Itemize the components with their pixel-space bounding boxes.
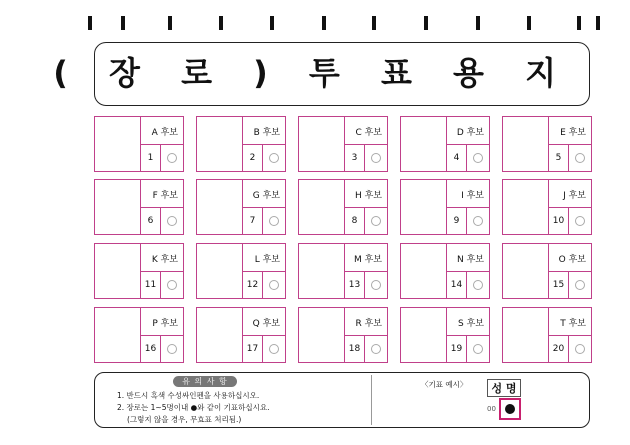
empty-circle-icon [269,344,279,354]
empty-circle-icon [371,216,381,226]
candidate-number: 8 [345,208,365,234]
candidate-card [502,179,592,235]
candidate-photo-box [401,244,447,298]
vote-mark-cell[interactable] [569,145,591,171]
candidate-label: P 후보 [141,308,183,336]
candidate-number: 19 [447,336,467,362]
empty-circle-icon [167,344,177,354]
candidate-card [196,179,286,235]
vote-mark-cell[interactable] [263,145,285,171]
candidate-label: G 후보 [243,180,285,208]
registration-mark [527,16,531,30]
candidate-label: C 후보 [345,117,387,145]
candidate-number: 10 [549,208,569,234]
notice-line: (그렇지 않을 경우, 무효표 처리됨.) [127,415,242,424]
candidate-photo-box [95,244,141,298]
vote-mark-cell[interactable] [467,145,489,171]
candidate-label: H 후보 [345,180,387,208]
empty-circle-icon [371,153,381,163]
vote-mark-cell[interactable] [467,272,489,298]
candidate-label: D 후보 [447,117,489,145]
notice-divider [371,375,372,425]
candidate-label: T 후보 [549,308,591,336]
notice-line: 1. 반드시 흑색 수성싸인펜을 사용하십시오. [117,391,260,400]
notice-box [94,372,590,428]
candidate-photo-box [503,180,549,234]
candidate-photo-box [503,117,549,171]
candidate-photo-box [197,180,243,234]
candidate-card [94,307,184,363]
registration-mark [476,16,480,30]
registration-mark [219,16,223,30]
vote-mark-cell[interactable] [161,145,183,171]
vote-mark-cell[interactable] [161,336,183,362]
candidate-photo-box [299,308,345,362]
candidate-card [196,307,286,363]
candidate-photo-box [401,180,447,234]
candidate-card [298,179,388,235]
candidate-card [400,307,490,363]
notice-title: 유 의 사 항 [173,376,237,387]
vote-mark-cell[interactable] [263,208,285,234]
candidate-card [196,243,286,299]
vote-mark-cell[interactable] [365,145,387,171]
vote-mark-cell[interactable] [365,208,387,234]
registration-mark [424,16,428,30]
candidate-label: F 후보 [141,180,183,208]
candidate-card [400,116,490,172]
empty-circle-icon [575,280,585,290]
candidate-number: 15 [549,272,569,298]
registration-mark [577,16,581,30]
empty-circle-icon [269,216,279,226]
candidate-number: 16 [141,336,161,362]
candidate-number: 5 [549,145,569,171]
candidate-photo-box [299,244,345,298]
candidate-label: L 후보 [243,244,285,272]
candidate-label: O 후보 [549,244,591,272]
candidate-photo-box [401,117,447,171]
candidate-number: 13 [345,272,365,298]
empty-circle-icon [473,216,483,226]
candidate-number: 17 [243,336,263,362]
candidate-card [94,179,184,235]
candidate-photo-box [503,244,549,298]
candidate-card [502,116,592,172]
candidate-card [298,243,388,299]
example-name-cell: 성 명 [487,379,521,397]
candidate-number: 14 [447,272,467,298]
empty-circle-icon [473,153,483,163]
candidate-number: 20 [549,336,569,362]
registration-mark [322,16,326,30]
candidate-card [400,179,490,235]
candidate-number: 4 [447,145,467,171]
candidate-photo-box [197,308,243,362]
empty-circle-icon [371,344,381,354]
candidate-label: S 후보 [447,308,489,336]
candidate-photo-box [503,308,549,362]
candidate-card [502,307,592,363]
candidate-card [298,116,388,172]
candidate-number: 7 [243,208,263,234]
candidate-card [502,243,592,299]
candidate-number: 6 [141,208,161,234]
candidate-label: B 후보 [243,117,285,145]
ballot-title: ( 장 로 ) 투 표 용 지 [53,54,571,92]
empty-circle-icon [473,280,483,290]
candidate-number: 18 [345,336,365,362]
candidate-label: J 후보 [549,180,591,208]
candidate-number: 2 [243,145,263,171]
filled-mark-icon [505,404,515,414]
empty-circle-icon [575,153,585,163]
example-mark-box [499,398,521,420]
candidate-label: I 후보 [447,180,489,208]
empty-circle-icon [371,280,381,290]
title-box [53,42,590,106]
empty-circle-icon [575,344,585,354]
vote-mark-cell[interactable] [569,336,591,362]
candidate-card [298,307,388,363]
example-label: 〈기표 예시〉 [421,380,468,389]
candidate-card [196,116,286,172]
vote-mark-cell[interactable] [365,272,387,298]
candidate-label: N 후보 [447,244,489,272]
candidate-photo-box [299,117,345,171]
vote-mark-cell[interactable] [365,336,387,362]
candidate-card [94,116,184,172]
candidate-number: 1 [141,145,161,171]
candidate-photo-box [401,308,447,362]
candidate-label: K 후보 [141,244,183,272]
vote-mark-cell[interactable] [263,272,285,298]
empty-circle-icon [473,344,483,354]
empty-circle-icon [167,216,177,226]
candidate-photo-box [197,244,243,298]
registration-mark [88,16,92,30]
candidate-card [400,243,490,299]
vote-mark-cell[interactable] [161,272,183,298]
example-number: 00 [487,405,496,413]
candidate-number: 3 [345,145,365,171]
candidate-label: Q 후보 [243,308,285,336]
candidate-card [94,243,184,299]
vote-mark-cell[interactable] [569,208,591,234]
registration-mark [168,16,172,30]
vote-mark-cell[interactable] [467,208,489,234]
registration-mark [372,16,376,30]
empty-circle-icon [269,153,279,163]
registration-mark [121,16,125,30]
candidate-number: 12 [243,272,263,298]
empty-circle-icon [167,153,177,163]
candidate-number: 9 [447,208,467,234]
empty-circle-icon [167,280,177,290]
empty-circle-icon [575,216,585,226]
candidate-photo-box [95,180,141,234]
candidate-photo-box [95,308,141,362]
candidate-photo-box [95,117,141,171]
vote-mark-cell[interactable] [569,272,591,298]
registration-mark [596,16,600,30]
notice-line: 2. 장로는 1~5명이내 ●와 같이 기표하십시요. [117,403,270,412]
registration-mark [270,16,274,30]
candidate-number: 11 [141,272,161,298]
candidate-photo-box [197,117,243,171]
candidate-label: A 후보 [141,117,183,145]
vote-mark-cell[interactable] [467,336,489,362]
candidate-label: M 후보 [345,244,387,272]
candidate-photo-box [299,180,345,234]
candidate-label: E 후보 [549,117,591,145]
vote-mark-cell[interactable] [161,208,183,234]
candidate-label: R 후보 [345,308,387,336]
empty-circle-icon [269,280,279,290]
vote-mark-cell[interactable] [263,336,285,362]
